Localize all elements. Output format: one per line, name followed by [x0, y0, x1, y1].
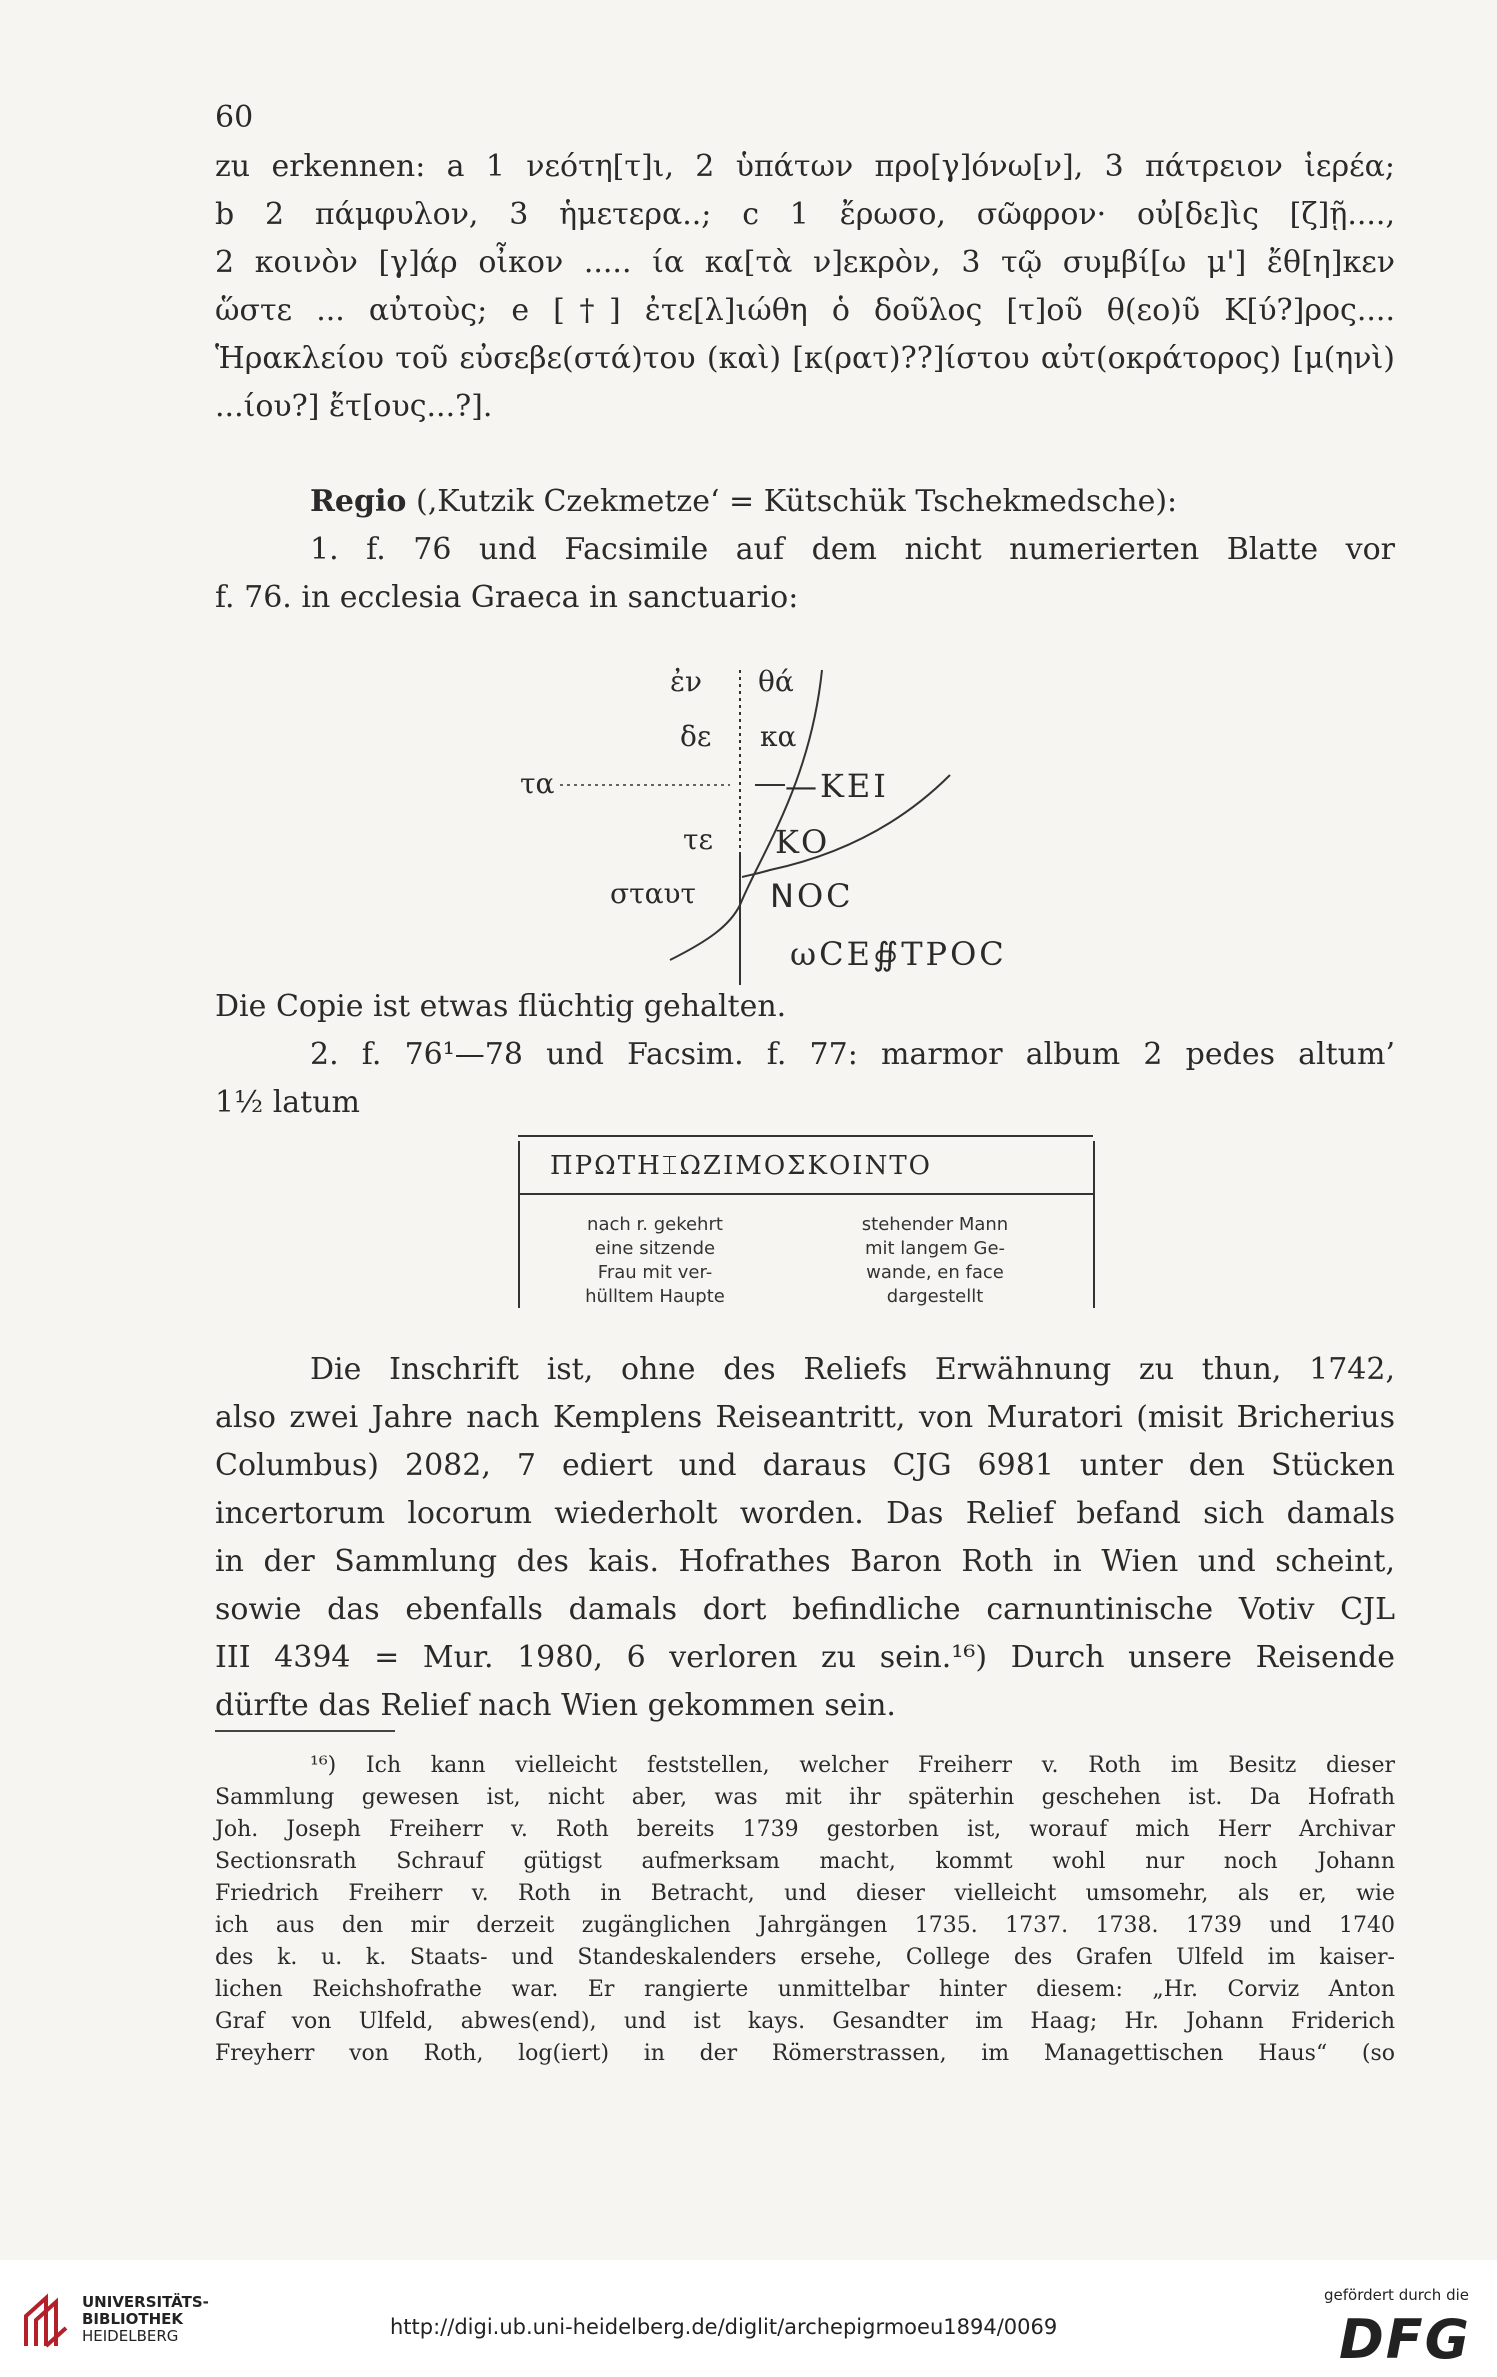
glyph: τε [683, 823, 713, 856]
relief-text: stehender Mann [861, 1214, 1009, 1235]
text-line: sowie das ebenfalls damals dort befindliche carnuntinische Votiv CJL [215, 1592, 1395, 1627]
relief-left-figure [560, 1213, 750, 1309]
capitals: —KEI [785, 767, 889, 805]
footnote-line: Joh. Joseph Freiherr v. Roth bereits 1739 gestorben ist, worauf mich Herr Archivar [215, 1817, 1395, 1842]
text-line: 2 κοινὸν [γ]άρ οἶκον ..... ία κα[τὰ ν]εκρὸν, 3 τῷ συμβί[ω μ'] ἔθ[η]κεν [215, 245, 1395, 280]
greek-readings [215, 143, 1395, 431]
footnote-line: des k. u. k. Staats- und Standeskalenders ersehe, College des Grafen Ulfeld im kaiser- [215, 1945, 1395, 1970]
university-library-logo-icon[interactable] [22, 2292, 72, 2350]
text-line: Ἡρακλείου τοῦ εὐσεβε(στά)του (καὶ) [κ(ρατ)??]ίστου αὐτ(οκράτορος) [μ(ηνὶ) [215, 341, 1395, 376]
glyph: θά [758, 665, 794, 698]
text-line: also zwei Jahre nach Kemplens Reiseantritt, von Muratori (misit Bricherius [215, 1400, 1395, 1435]
footnote-line: Freyherr von Roth, log(iert) in der Römerstrassen, im Managettischen Haus“ (so [215, 2041, 1395, 2066]
permalink-url[interactable]: http://digi.ub.uni-heidelberg.de/diglit/archepigrmoeu1894/0069 [390, 2315, 1058, 2339]
relief-text: hülltem Haupte [585, 1286, 725, 1307]
relief-sketch [518, 1135, 1093, 1310]
copy-note: Die Copie ist etwas flüchtig gehalten. [215, 989, 787, 1024]
university-library-name[interactable] [82, 2294, 209, 2345]
text-line: ὥστε ... αὐτοὺς; e [†] ἐτε[λ]ιώθη ὁ δοῦλος [τ]οῦ θ(εο)ῦ Κ[ύ?]ρος.... [215, 293, 1395, 328]
glyph: κα [760, 720, 797, 753]
footnote-line: ich aus den mir derzeit zugänglichen Jahrgängen 1735. 1737. 1738. 1739 und 1740 [215, 1913, 1395, 1938]
footnote-16 [215, 1750, 1395, 2070]
relief-text: mit langem Ge- [864, 1238, 1006, 1259]
copy-note-section [215, 983, 1395, 1127]
regio-section [215, 478, 1395, 622]
capitals: KO [775, 823, 831, 861]
footnote-line: ¹⁶) Ich kann vielleicht feststellen, welcher Freiherr v. Roth im Besitz dieser [310, 1753, 1395, 1778]
funded-by-label: gefördert durch die [1324, 2286, 1469, 2304]
inscription-facsimile-1 [430, 655, 1050, 995]
text-line: Columbus) 2082, 7 ediert und daraus CJG 6981 unter den Stücken [215, 1448, 1395, 1483]
text-line: zu erkennen: a 1 νεότη[τ]ι, 2 ὑπάτων προ[γ]όνω[ν], 3 πάτρειον ἱερέα; [215, 149, 1395, 184]
glyph: σταυτ [610, 877, 697, 910]
main-paragraph [215, 1346, 1395, 1730]
relief-inscription: ΠΡΩΤΗ⌶ΩΖΙΜΟΣΚΟΙΝΤΟ [550, 1151, 932, 1181]
footnote-line: Graf von Ulfeld, abwes(end), und ist kays. Gesandter im Haag; Hr. Johann Friderich [215, 2009, 1395, 2034]
relief-text: wande, en face [866, 1262, 1004, 1283]
item2-line: 2. f. 76¹—78 und Facsim. f. 77: marmor album 2 pedes altum’ [310, 1037, 1395, 1072]
dfg-logo[interactable]: DFG [1338, 2308, 1471, 2371]
relief-text: Frau mit ver- [597, 1262, 713, 1283]
text-line: in der Sammlung des kais. Hofrathes Baron Roth in Wien und scheint, [215, 1544, 1395, 1579]
text-line: ...ίου?] ἔτ[ους...?]. [215, 389, 493, 424]
item1-line: 1. f. 76 und Facsimile auf dem nicht numerierten Blatte vor [310, 532, 1395, 567]
glyph: τα [520, 767, 555, 800]
regio-label: Regio [310, 484, 407, 519]
text-line: b 2 πάμφυλον, 3 ἡμετερα..; c 1 ἔρωσο, σῶφρον· οὐ[δε]ὶς [ζ]ῇ...., [215, 197, 1395, 232]
page-number: 60 [215, 100, 254, 135]
glyph: ἐν [670, 665, 703, 698]
uni-name-line: BIBLIOTHEK [82, 2310, 183, 2328]
uni-name-line: UNIVERSITÄTS- [82, 2293, 209, 2311]
footnote-divider [215, 1730, 395, 1732]
relief-text: nach r. gekehrt [587, 1214, 723, 1235]
relief-text: eine sitzende [594, 1238, 716, 1259]
glyph: δε [680, 720, 712, 753]
relief-text: dargestellt [886, 1286, 984, 1307]
regio-heading [215, 478, 1395, 526]
capitals: ωCE∯TPOC [790, 935, 1007, 973]
footnote-line: Friedrich Freiherr v. Roth in Betracht, und dieser vielleicht umsomehr, als er, wie [215, 1881, 1395, 1906]
footnote-line: Sectionsrath Schrauf gütigst aufmerksam macht, kommt wohl nur noch Johann [215, 1849, 1395, 1874]
footnote-line: lichen Reichshofrathe war. Er rangierte unmittelbar hinter diesem: „Hr. Corviz Anton [215, 1977, 1395, 2002]
regio-location: (‚Kutzik Czekmetze‘ = Kütschük Tschekmedsche): [415, 484, 1178, 519]
item1-line: f. 76. in ecclesia Graeca in sanctuario: [215, 580, 799, 615]
footnote-line: Sammlung gewesen ist, nicht aber, was mit ihr späterhin geschehen ist. Da Hofrath [215, 1785, 1395, 1810]
item2-line: 1½ latum [215, 1085, 361, 1120]
viewer-footer [0, 2260, 1497, 2377]
uni-name-line: HEIDELBERG [82, 2327, 179, 2345]
capitals: ꓠOC [770, 877, 854, 915]
text-line: dürfte das Relief nach Wien gekommen sein. [215, 1688, 896, 1723]
text-line: III 4394 = Mur. 1980, 6 verloren zu sein.¹⁶) Durch unsere Reisende [215, 1640, 1395, 1675]
relief-frame [518, 1141, 1095, 1308]
relief-right-figure [830, 1213, 1040, 1309]
relief-divider [520, 1193, 1093, 1195]
text-line: Die Inschrift ist, ohne des Reliefs Erwähnung zu thun, 1742, [310, 1352, 1395, 1387]
text-line: incertorum locorum wiederholt worden. Das Relief befand sich damals [215, 1496, 1395, 1531]
